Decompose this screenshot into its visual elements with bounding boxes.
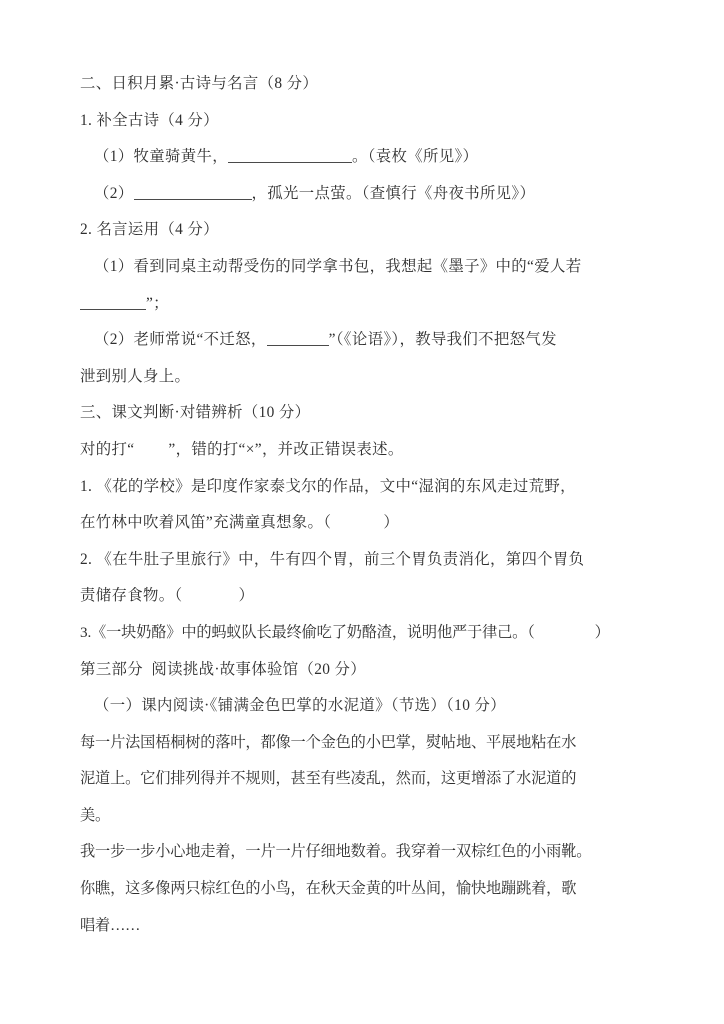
passage-line: 泥道上。它们排列得并不规则，甚至有些凌乱，然而，这更增添了水泥道的: [80, 770, 577, 788]
section-two-question-1-label: 1. 补全古诗（4 分）: [80, 111, 219, 129]
passage-line: 唱着……: [80, 916, 141, 934]
section-three-item-1-line2: [80, 505, 646, 542]
s3-item1-suffix: ）: [383, 514, 400, 532]
s3-item2-suffix: ）: [238, 587, 255, 605]
s3-item2-prefix: 责储存食物。（: [80, 587, 183, 605]
section-two-q1-sub1: [80, 139, 646, 176]
part-three-subsection-heading: （一）课内阅读·《铺满金色巴掌的水泥道》（节选）（10 分）: [94, 697, 506, 715]
passage-line: 我一步一步小心地走着，一片一片仔细地数着。我穿着一双棕红色的小雨靴。: [80, 843, 592, 861]
section-three-instruction: [80, 432, 646, 469]
section-three-item-1-line1: 1. 《花的学校》是印度作家泰戈尔的作品，文中“湿润的东风走过荒野，: [80, 477, 576, 495]
section-two-q2-sub2-line2: 泄到别人身上。: [80, 367, 191, 385]
passage-line: 每一片法国梧桐树的落叶，都像一个金色的小巴掌，熨帖地、平展地粘在水: [80, 733, 577, 751]
section-three-heading: 三、课文判断·对错辨析（10 分）: [80, 404, 311, 422]
section-two-q2-sub1-line2: [80, 286, 646, 323]
instruction-prefix: 对的打“: [80, 440, 135, 458]
section-two-q2-sub2-line1: [80, 322, 646, 359]
s2-q1-sub2-prefix: （2）: [94, 184, 134, 202]
section-three-item-2-line2: [80, 578, 646, 615]
document-body: [80, 66, 646, 944]
s2-q2-sub2-suffix: ”（《论语》），教导我们不把怒气发: [328, 331, 557, 349]
s3-item1-prefix: 在竹林中吹着风笛”充满童真想象。（: [80, 514, 332, 532]
instruction-suffix: ”，错的打“×”，并改正错误表述。: [168, 440, 404, 458]
s2-q1-sub1-prefix: （1）牧童骑黄牛，: [94, 148, 228, 166]
s3-item3-suffix: ）: [594, 623, 610, 641]
s2-q2-sub2-answer-blank[interactable]: [267, 332, 329, 346]
section-three-item-2-line1: 2. 《在牛肚子里旅行》中，牛有四个胃，前三个胃负责消化，第四个胃负: [80, 550, 585, 568]
s2-q1-sub2-suffix: ，孤光一点萤。（查慎行《舟夜书所见》）: [251, 184, 536, 202]
section-two-question-2-label: 2. 名言运用（4 分）: [80, 221, 219, 239]
section-two-heading: 二、日积月累·古诗与名言（8 分）: [80, 75, 319, 92]
section-three-item-3: [80, 615, 646, 652]
part-three-heading: 第三部分 阅读挑战·故事体验馆（20 分）: [80, 660, 367, 678]
s2-q1-sub1-suffix: 。（袁枚《所见》）: [351, 148, 479, 166]
s2-q2-sub2-prefix: （2）老师常说“不迁怒，: [94, 331, 267, 349]
section-two-q1-sub2: [80, 176, 646, 213]
s3-item3-prefix: 3.《一块奶酪》中的蚂蚁队长最终偷吃了奶酪渣，说明他严于律己。（: [80, 623, 535, 641]
s2-q1-sub2-answer-blank[interactable]: [134, 186, 252, 200]
passage-line: 美。: [80, 806, 111, 824]
section-two-q2-sub1-line1: （1）看到同桌主动帮受伤的同学拿书包，我想起《墨子》中的“爱人若: [94, 257, 582, 275]
passage-line: 你瞧，这多像两只棕红色的小鸟，在秋天金黄的叶丛间，愉快地蹦跳着，歌: [80, 880, 577, 898]
s2-q2-sub1-suffix: ”；: [146, 294, 169, 312]
s2-q2-sub1-answer-blank[interactable]: [80, 296, 146, 310]
s2-q1-sub1-answer-blank[interactable]: [228, 149, 352, 163]
